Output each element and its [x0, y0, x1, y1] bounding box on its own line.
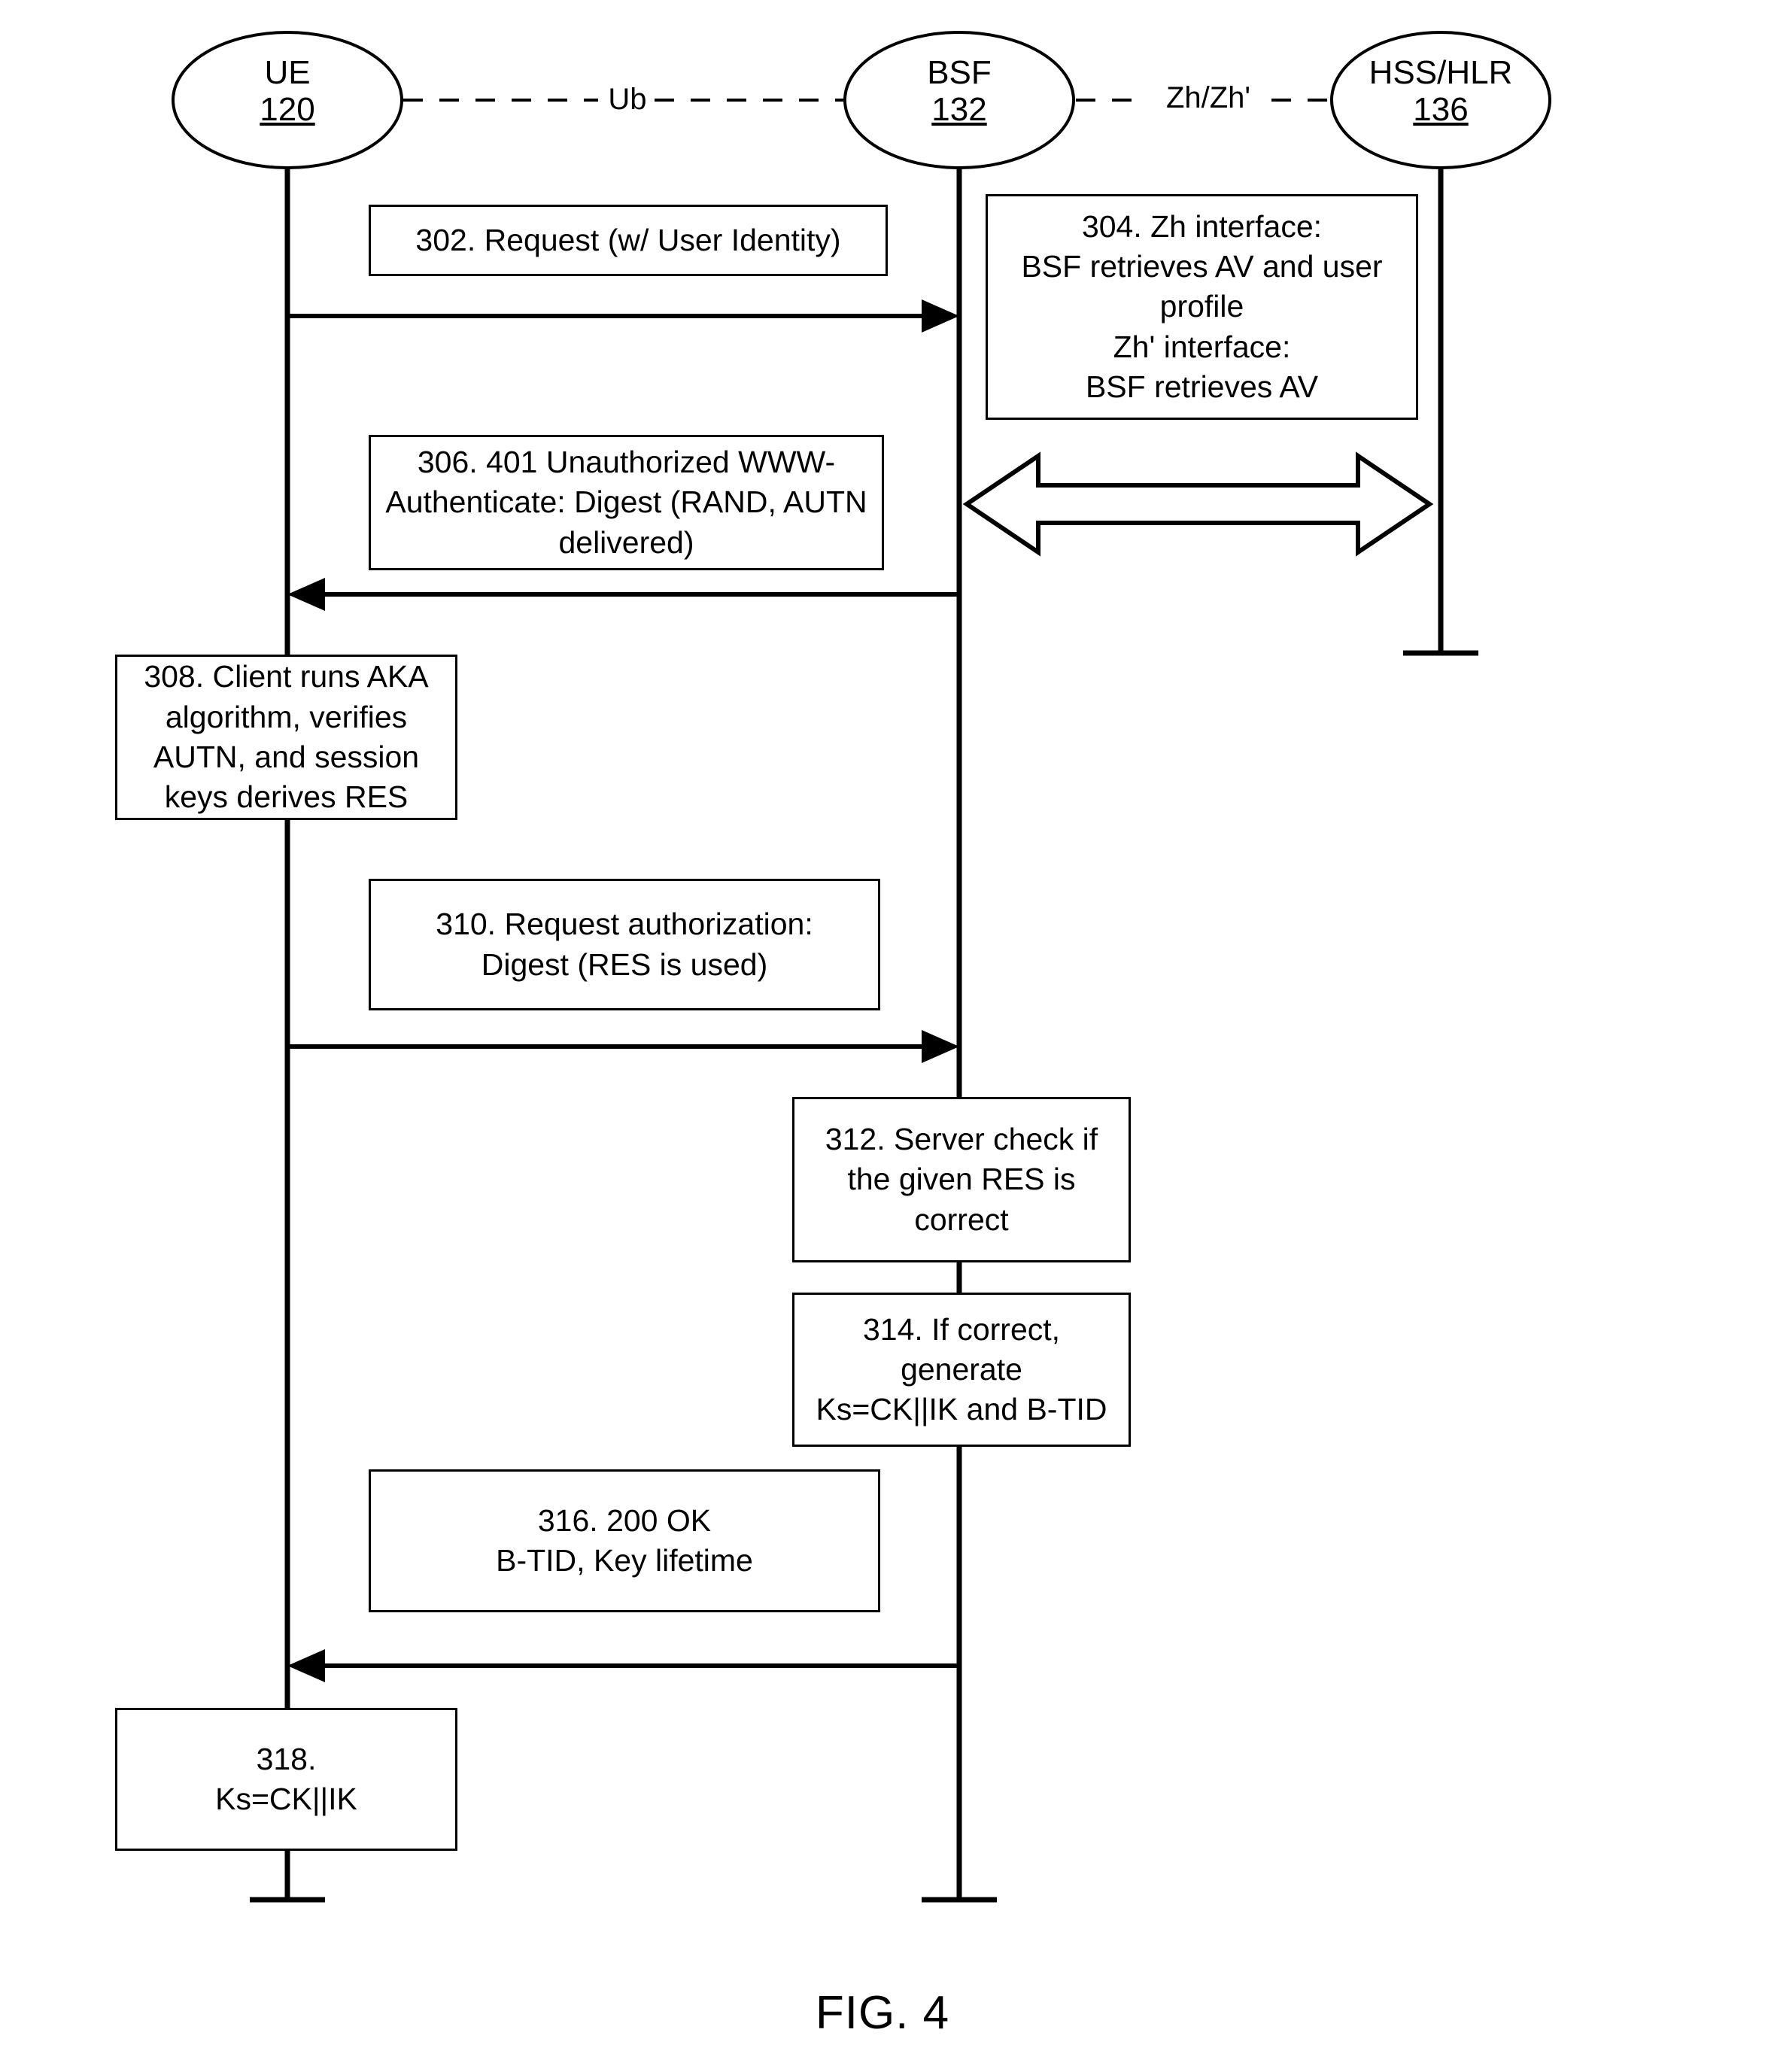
message-306-arrow-head	[287, 578, 325, 611]
node-hss-name: HSS/HLR	[1369, 54, 1513, 91]
interface-ub-label: Ub	[608, 83, 647, 116]
message-box-302: 302. Request (w/ User Identity)	[369, 205, 888, 276]
node-ue-ref: 120	[260, 91, 315, 129]
message-box-314: 314. If correct, generate Ks=CK||IK and B-TID	[792, 1293, 1131, 1447]
message-304-double-arrow	[967, 456, 1429, 552]
node-hss-shape	[1332, 32, 1550, 168]
message-310-arrow-head	[922, 1030, 959, 1063]
message-box-306: 306. 401 Unauthorized WWW-Authenticate: Digest (RAND, AUTN delivered)	[369, 435, 884, 570]
message-302-arrow-head	[922, 299, 959, 333]
figure-caption: FIG. 4	[815, 1987, 950, 2039]
node-ue-shape	[173, 32, 402, 168]
interface-zhzh-label: Zh/Zh'	[1165, 81, 1251, 114]
node-ue-name: UE	[264, 54, 311, 91]
message-box-318: 318. Ks=CK||IK	[115, 1708, 457, 1851]
message-box-308: 308. Client runs AKA algorithm, verifies AUTN, and session keys derives RES	[115, 655, 457, 820]
message-box-316: 316. 200 OK B-TID, Key lifetime	[369, 1469, 880, 1612]
node-bsf-ref: 132	[931, 91, 987, 129]
message-316-arrow-head	[287, 1649, 325, 1682]
message-box-310: 310. Request authorization: Digest (RES is used)	[369, 879, 880, 1010]
message-box-304: 304. Zh interface: BSF retrieves AV and user profile Zh' interface: BSF retrieves AV	[986, 194, 1418, 420]
node-bsf-shape	[845, 32, 1074, 168]
node-hss-ref: 136	[1413, 91, 1469, 129]
message-box-312: 312. Server check if the given RES is correct	[792, 1097, 1131, 1262]
node-bsf-name: BSF	[927, 54, 992, 91]
